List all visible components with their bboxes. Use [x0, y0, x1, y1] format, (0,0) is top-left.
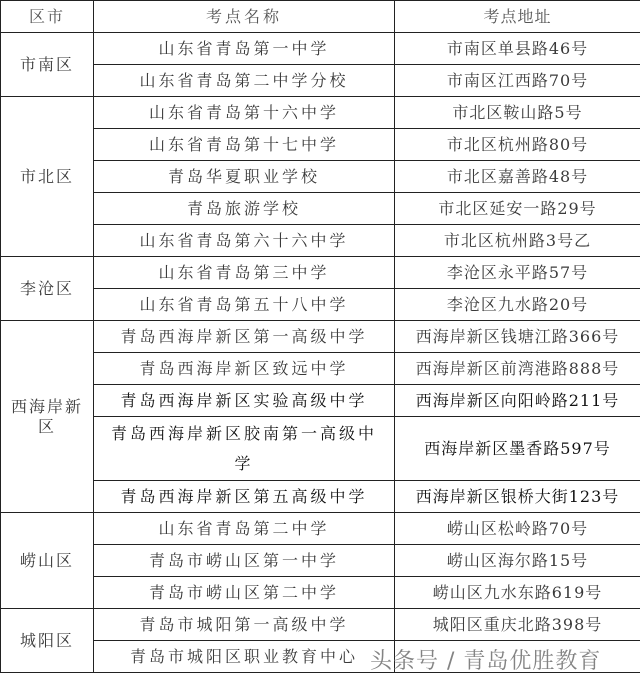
school-address-cell: 市北区嘉善路48号 — [395, 161, 640, 193]
school-address-cell: 市南区单县路46号 — [395, 33, 640, 65]
table-header-row — [1, 1, 640, 33]
school-name-cell: 青岛西海岸新区致远中学 — [94, 353, 395, 385]
school-name-cell: 山东省青岛第三中学 — [94, 257, 395, 289]
district-cell: 市北区 — [1, 97, 94, 257]
school-address-cell: 市南区江西路70号 — [395, 65, 640, 97]
table-row — [1, 33, 640, 65]
school-name-cell: 山东省青岛第十六中学 — [94, 97, 395, 129]
table-row — [1, 225, 640, 257]
school-address-cell: 西海岸新区向阳岭路211号 — [395, 385, 640, 417]
school-address-cell: 西海岸新区钱塘江路366号 — [395, 321, 640, 353]
school-address-cell: 市北区杭州路80号 — [395, 129, 640, 161]
school-name-cell: 青岛市崂山区第一中学 — [94, 545, 395, 577]
school-address-cell: 西海岸新区前湾港路888号 — [395, 353, 640, 385]
table-row — [1, 289, 640, 321]
district-cell: 李沧区 — [1, 257, 94, 321]
school-address-cell: 西海岸新区银桥大街123号 — [395, 481, 640, 513]
school-address-cell — [395, 641, 640, 673]
school-name-cell: 青岛西海岸新区实验高级中学 — [94, 385, 395, 417]
school-address-cell: 市北区杭州路3号乙 — [395, 225, 640, 257]
table-row — [1, 385, 640, 417]
school-address-cell: 市北区鞍山路5号 — [395, 97, 640, 129]
school-address-cell: 崂山区松岭路70号 — [395, 513, 640, 545]
district-cell: 西海岸新区 — [1, 321, 94, 513]
table-row — [1, 193, 640, 225]
school-name-cell: 青岛旅游学校 — [94, 193, 395, 225]
school-name-cell: 青岛市城阳第一高级中学 — [94, 609, 395, 641]
school-name-cell: 青岛西海岸新区第五高级中学 — [94, 481, 395, 513]
school-name-cell: 青岛市城阳区职业教育中心 — [94, 641, 395, 673]
school-address-cell: 市北区延安一路29号 — [395, 193, 640, 225]
district-cell: 崂山区 — [1, 513, 94, 609]
header-district: 区市 — [1, 1, 94, 33]
school-address-cell: 崂山区海尔路15号 — [395, 545, 640, 577]
school-name-cell: 山东省青岛第一中学 — [94, 33, 395, 65]
table-row — [1, 417, 640, 481]
table-row — [1, 97, 640, 129]
school-name-cell: 青岛华夏职业学校 — [94, 161, 395, 193]
school-name-cell: 山东省青岛第二中学分校 — [94, 65, 395, 97]
table-row — [1, 577, 640, 609]
school-address-cell: 西海岸新区墨香路597号 — [395, 417, 640, 481]
table-row — [1, 129, 640, 161]
school-name-cell: 山东省青岛第五十八中学 — [94, 289, 395, 321]
table-row — [1, 257, 640, 289]
school-name-cell: 青岛市崂山区第二中学 — [94, 577, 395, 609]
table-row — [1, 321, 640, 353]
school-name-cell: 青岛西海岸新区第一高级中学 — [94, 321, 395, 353]
school-address-cell: 崂山区九水东路619号 — [395, 577, 640, 609]
table-row — [1, 65, 640, 97]
school-name-cell: 山东省青岛第六十六中学 — [94, 225, 395, 257]
watermark: 头条号 / 青岛优胜教育 — [370, 649, 602, 674]
table-row — [1, 161, 640, 193]
school-address-cell: 李沧区九水路20号 — [395, 289, 640, 321]
table-row — [1, 513, 640, 545]
table-row — [1, 353, 640, 385]
school-name-cell: 山东省青岛第十七中学 — [94, 129, 395, 161]
table-row — [1, 609, 640, 641]
header-address: 考点地址 — [395, 1, 640, 33]
school-address-cell: 李沧区永平路57号 — [395, 257, 640, 289]
table-row — [1, 545, 640, 577]
school-name-cell: 山东省青岛第二中学 — [94, 513, 395, 545]
district-cell: 城阳区 — [1, 609, 94, 673]
header-school: 考点名称 — [94, 1, 395, 33]
school-address-cell: 城阳区重庆北路398号 — [395, 609, 640, 641]
table-row — [1, 641, 640, 673]
district-cell: 市南区 — [1, 33, 94, 97]
table-row — [1, 481, 640, 513]
school-name-cell: 青岛西海岸新区胶南第一高级中学 — [94, 417, 395, 481]
